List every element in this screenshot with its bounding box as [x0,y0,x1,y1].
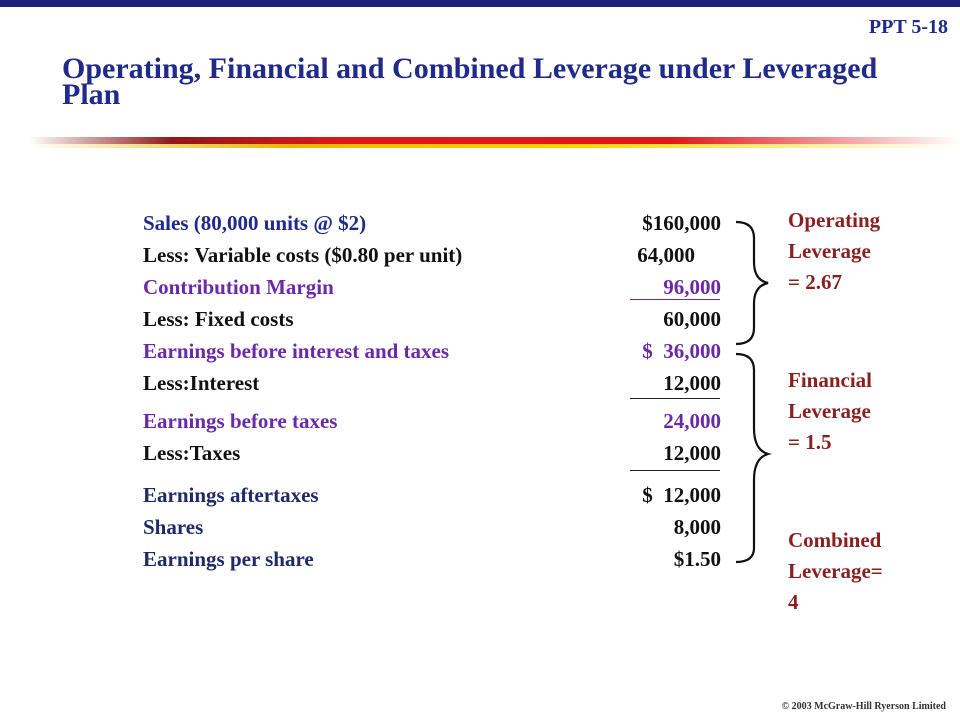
financial-leverage [788,365,872,458]
operating-leverage [788,205,880,298]
leverage-line: 4 [788,590,799,614]
row-value: 24,000 [663,409,721,433]
leverage-line: Leverage= [788,559,883,583]
sales-word: Sales (80,000 units @ $2) [143,211,367,235]
financial-brace [736,354,768,562]
row-label: Earnings per share [143,547,314,571]
row-value: $160,000 [642,211,721,235]
operating-brace [736,222,768,344]
row-label: Contribution Margin [143,275,334,299]
row-value: $1.50 [673,547,721,571]
row-label: Earnings aftertaxes [143,483,319,507]
row-label: Less: Variable costs ($0.80 per unit) [143,243,463,267]
copyright-footer: © 2003 McGraw-Hill Ryerson Limited [781,701,946,712]
leverage-line: Financial [788,368,873,392]
row-value: $ 12,000 [642,483,721,507]
row-value: 8,000 [673,515,721,539]
slide-title: Operating, Financial and Combined Leverage under Leveraged Plan [62,52,878,111]
combined-leverage [788,525,883,618]
leverage-line: = 2.67 [788,270,842,294]
leverage-line: Leverage [788,239,871,263]
row-value: $ 36,000 [642,339,721,363]
leverage-line: Leverage [788,399,871,423]
row-value: 12,000 [663,441,721,465]
leverage-line: = 1.5 [788,430,832,454]
leverage-line: Operating [788,208,881,232]
row-label: Less:Interest [143,371,260,395]
row-label: Earnings before interest and taxes [143,339,450,363]
row-label: Less:Taxes [143,441,241,465]
row-label: Earnings before taxes [143,409,338,433]
slide-id: PPT 5-18 [868,16,948,38]
row-label: Less: Fixed costs [143,307,294,331]
row-label: Shares [143,515,204,539]
row-value: 64,000 [637,243,695,267]
row-value: 60,000 [663,307,721,331]
row-value: 12,000 [663,371,721,395]
row-value: 96,000 [663,275,721,299]
leverage-line: Combined [788,528,882,552]
